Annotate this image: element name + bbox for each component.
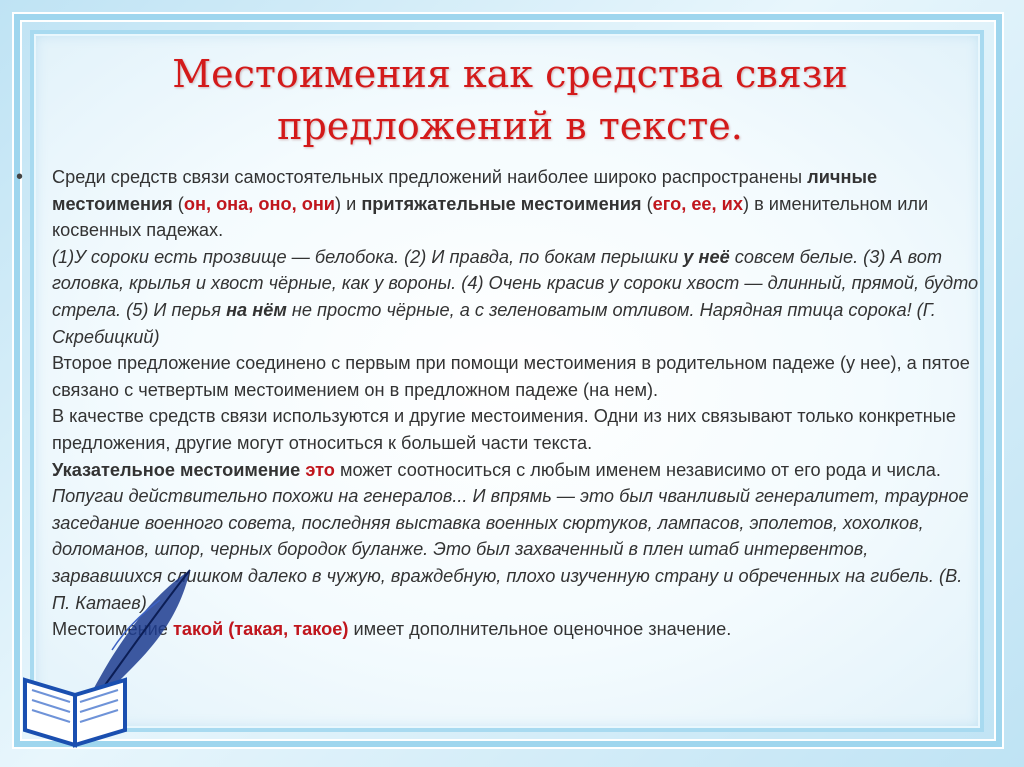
highlight-na-nem: на нём — [226, 299, 287, 320]
open-book-icon — [20, 650, 130, 750]
paragraph-explanation: Второе предложение соединено с первым при помощи местоимения в родительном падеже (у нее), а пятое связано с четвертым местоимением он в предложном падеже (на нем). — [52, 353, 970, 400]
text-span: ) в именительном или косвенных падежах. — [52, 193, 929, 241]
highlight-personal-list: он, она, оно, они — [183, 193, 335, 214]
text-span: не просто чёрные, а с зеленоватым отливом. Нарядная птица сорока! (Г. Скребицкий) — [52, 299, 936, 347]
title-line-2: предложений в тексте. — [277, 104, 743, 148]
highlight-possessive-list: его, ее, их — [652, 193, 743, 214]
text-span: Среди средств связи самостоятельных предложений наиболее широко распространены — [52, 167, 808, 187]
highlight-takoy: такой (такая, такое) — [172, 619, 349, 640]
text-span: Местоимение — [52, 619, 173, 640]
paragraph-demonstrative — [52, 457, 982, 484]
text-span: ) и — [334, 193, 362, 214]
paragraph-other-pronouns: В качестве средств связи используются и другие местоимения. Одни из них связывают только конкретные предложения, другие могут относиться к большей части текста. — [52, 406, 956, 453]
example-magpie — [52, 244, 982, 350]
paragraph-intro — [52, 164, 982, 244]
text-span: (1)У сороки есть прозвище — белобока. (2) И правда, по бокам перышки — [52, 246, 684, 267]
slide-title — [110, 48, 910, 152]
text-span: совсем белые. (3) А вот головка, крылья и хвост чёрные, как у вороны. (4) Очень красив у сороки хвост — длинный, прямой, будто стрела. (5) И перья — [52, 246, 979, 320]
term-demonstrative-pronoun: Указательное местоимение — [52, 459, 301, 480]
text-span: имеет дополнительное оценочное значение. — [348, 619, 732, 640]
title-line-1: Местоимения как средства связи — [172, 52, 848, 96]
text-span: ( — [172, 193, 184, 214]
term-personal-pronouns: личные местоимения — [52, 167, 878, 214]
example-parrots: Попугаи действительно похожи на генералов... И впрямь — это был чванливый генералитет, траурное заседание военного совета, последняя выставка военных сюртуков, лампасов, эполетов, хохолков, доломанов, шпор, черных бородок буланже. Это был захваченный в плен штаб интервентов, зарвавшихся слишком далеко в чужую, враждебную, плохо изученную страну и обреченных на гибель. (В. П. Катаев) — [52, 486, 969, 613]
highlight-eto: это — [305, 459, 335, 480]
highlight-u-nee: у неё — [683, 246, 730, 267]
term-possessive-pronouns: притяжательные местоимения — [361, 193, 642, 214]
text-span: ( — [641, 193, 653, 214]
bullet-marker: • — [16, 166, 24, 188]
text-span: может соотноситься с любым именем независимо от его рода и числа. — [334, 459, 941, 480]
